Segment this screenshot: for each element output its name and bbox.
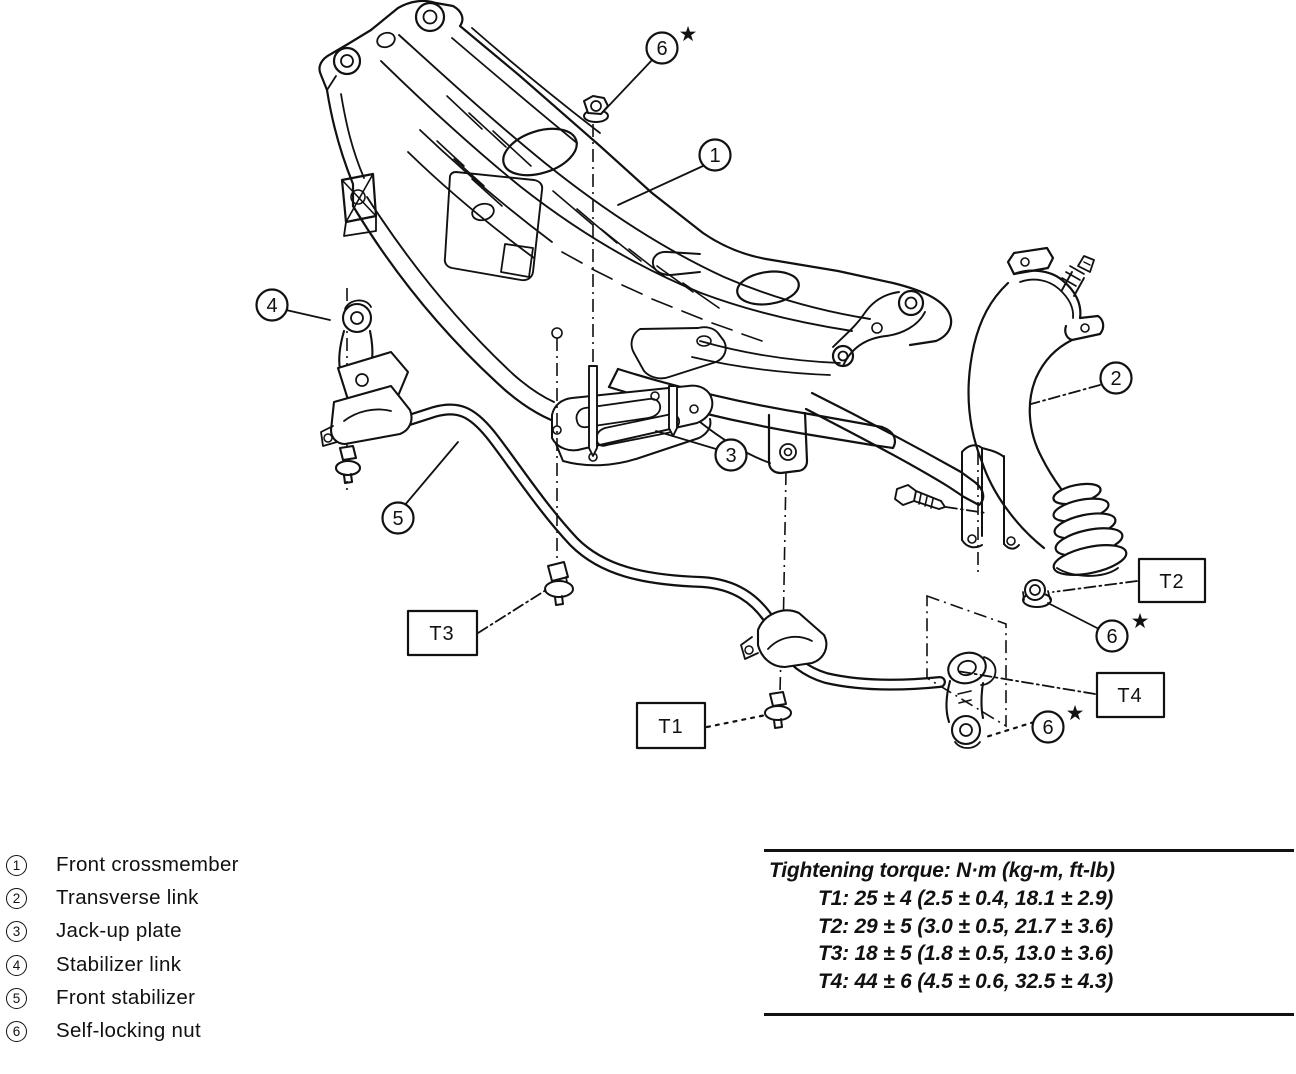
callout-1 bbox=[700, 140, 731, 171]
legend-item-5 bbox=[6, 986, 195, 1010]
legend-num-4: 4 bbox=[6, 955, 27, 976]
torque-tag-t2-label: T2 bbox=[1159, 571, 1185, 593]
legend-item-4 bbox=[6, 953, 181, 977]
t1-bolt-drawing bbox=[765, 692, 791, 728]
transverse-link-drawing bbox=[969, 248, 1129, 580]
self-locking-nut-t2 bbox=[1023, 580, 1051, 607]
star-icon: ★ bbox=[678, 23, 698, 46]
legend-label-6: Self-locking nut bbox=[56, 1019, 201, 1042]
legend-label-3: Jack-up plate bbox=[56, 919, 182, 942]
callout-6-low-label: 6 bbox=[1042, 717, 1054, 739]
legend-num-5: 5 bbox=[6, 988, 27, 1009]
legend-num-2: 2 bbox=[6, 888, 27, 909]
torque-table bbox=[764, 849, 1294, 1016]
torque-tag-t1 bbox=[637, 703, 705, 748]
legend-label-5: Front stabilizer bbox=[56, 986, 196, 1009]
torque-table-title: Tightening torque: N·m (kg-m, ft-lb) bbox=[769, 859, 1115, 882]
stabilizer-link-left-drawing bbox=[321, 300, 412, 483]
legend-label-1: Front crossmember bbox=[56, 853, 239, 876]
legend-num-3: 3 bbox=[6, 921, 27, 942]
callout-2 bbox=[1101, 363, 1132, 394]
callout-5 bbox=[383, 503, 414, 534]
legend-label-2: Transverse link bbox=[56, 886, 199, 909]
self-locking-nut-top bbox=[584, 96, 608, 122]
legend-item-6 bbox=[6, 1019, 201, 1043]
callout-3 bbox=[716, 440, 747, 471]
torque-tag-t2 bbox=[1139, 559, 1205, 602]
callout-4-label: 4 bbox=[266, 295, 278, 317]
callout-4 bbox=[257, 290, 288, 321]
torque-tag-t1-label: T1 bbox=[658, 716, 684, 738]
legend-item-1 bbox=[6, 853, 239, 877]
torque-row-t1: T1: 25 ± 4 (2.5 ± 0.4, 18.1 ± 2.9) bbox=[818, 887, 1114, 910]
legend-label-4: Stabilizer link bbox=[56, 953, 182, 976]
jack-up-plate-drawing bbox=[552, 386, 712, 466]
link-bolt bbox=[340, 446, 356, 460]
t3-bolt-drawing bbox=[545, 562, 573, 605]
pivot-bolt-drawing bbox=[895, 485, 945, 509]
callout-6-mid-label: 6 bbox=[1106, 626, 1118, 648]
callout-6-low bbox=[1033, 702, 1085, 743]
torque-tag-t4 bbox=[1097, 673, 1164, 717]
callout-1-label: 1 bbox=[709, 145, 721, 167]
stabilizer-clamp-drawing bbox=[741, 610, 826, 667]
torque-tag-t3-label: T3 bbox=[429, 623, 455, 645]
callout-6-top bbox=[647, 23, 698, 64]
legend-num-1: 1 bbox=[6, 855, 27, 876]
legend-num-6: 6 bbox=[6, 1021, 27, 1042]
torque-row-t3: T3: 18 ± 5 (1.8 ± 0.5, 13.0 ± 3.6) bbox=[818, 942, 1114, 965]
link-mount-bracket-drawing bbox=[962, 445, 1019, 548]
torque-table-rows bbox=[764, 885, 1294, 995]
torque-tag-t3 bbox=[408, 611, 477, 655]
legend-item-2 bbox=[6, 886, 199, 910]
callout-6-top-label: 6 bbox=[656, 38, 668, 60]
callout-3-label: 3 bbox=[725, 445, 737, 467]
legend-item-3 bbox=[6, 919, 182, 943]
callout-5-label: 5 bbox=[392, 508, 404, 530]
star-icon: ★ bbox=[1065, 702, 1085, 725]
torque-row-t4: T4: 44 ± 6 (4.5 ± 0.6, 32.5 ± 4.3) bbox=[818, 969, 1114, 993]
callout-6-mid bbox=[1097, 610, 1150, 652]
stabilizer-link-right-drawing bbox=[945, 649, 996, 748]
torque-tag-t4-label: T4 bbox=[1117, 685, 1143, 707]
torque-row-t2: T2: 29 ± 5 (3.0 ± 0.5, 21.7 ± 3.6) bbox=[818, 914, 1114, 938]
star-icon: ★ bbox=[1130, 610, 1150, 633]
callout-2-label: 2 bbox=[1110, 368, 1122, 390]
